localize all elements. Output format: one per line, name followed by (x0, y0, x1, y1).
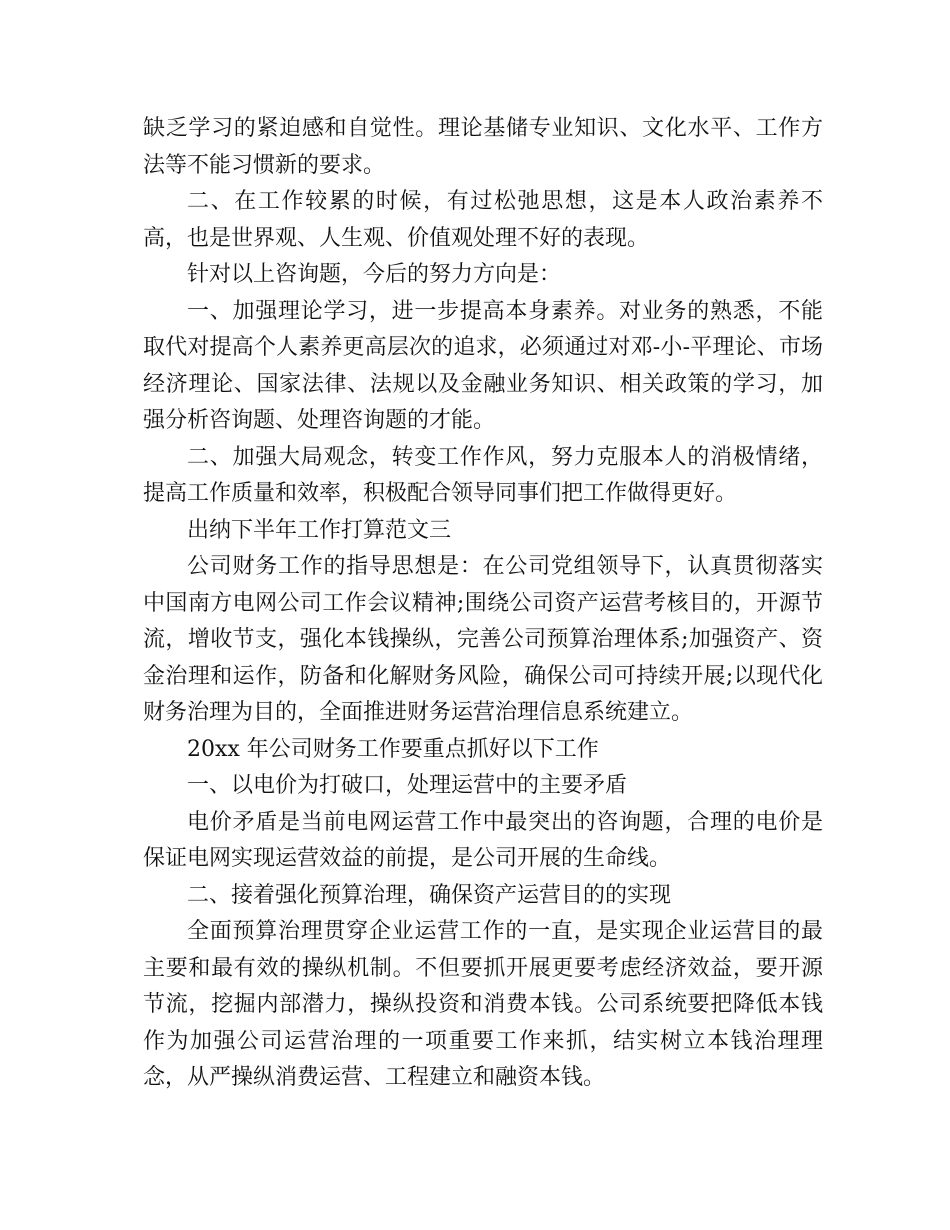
paragraph: 全面预算治理贯穿企业运营工作的一直，是实现企业运营目的最主要和最有效的操纵机制。不但要抓开展更要考虑经济效益，要开源节流，挖掘内部潜力，操纵投资和消费本钱。公司系统要把降低本钱作为加强公司运营治理的一项重要工作来抓，结实树立本钱治理理念，从严操纵消费运营、工程建立和融资本钱。 (143, 919, 823, 1090)
paragraph: 二、加强大局观念，转变工作作风，努力克服本人的消极情绪，提高工作质量和效率，积极配合领导同事们把工作做得更好。 (143, 444, 823, 506)
paragraph: 公司财务工作的指导思想是：在公司党组领导下，认真贯彻落实中国南方电网公司工作会议精神;围绕公司资产运营考核目的，开源节流，增收节支，强化本钱操纵，完善公司预算治理体系;加强资产、资金治理和运作，防备和化解财务风险，确保公司可持续开展;以现代化财务治理为目的，全面推进财务运营治理信息系统建立。 (143, 554, 823, 725)
section-heading: 20xx 年公司财务工作要重点抓好以下工作 (187, 736, 599, 762)
section-heading: 二、接着强化预算治理，确保资产运营目的的实现 (187, 882, 672, 908)
section-heading: 出纳下半年工作打算范文三 (187, 517, 452, 543)
section-heading: 一、以电价为打破口，处理运营中的主要矛盾 (187, 773, 628, 798)
paragraph: 二、在工作较累的时候，有过松弛思想，这是本人政治素养不高，也是世界观、人生观、价值观处理不好的表现。 (143, 189, 823, 251)
paragraph: 一、加强理论学习，进一步提高本身素养。对业务的熟悉，不能取代对提高个人素养更高层次的追求，必须通过对邓-小-平理论、市场经济理论、国家法律、法规以及金融业务知识、相关政策的学习，加强分析咨询题、处理咨询题的才能。 (143, 298, 823, 433)
document-body (143, 111, 823, 1097)
paragraph: 电价矛盾是当前电网运营工作中最突出的咨询题，合理的电价是保证电网实现运营效益的前提，是公司开展的生命线。 (143, 809, 823, 871)
paragraph: 针对以上咨询题，今后的努力方向是： (187, 262, 562, 287)
paragraph: 缺乏学习的紧迫感和自觉性。理论基储专业知识、文化水平、工作方法等不能习惯新的要求。 (143, 116, 823, 178)
